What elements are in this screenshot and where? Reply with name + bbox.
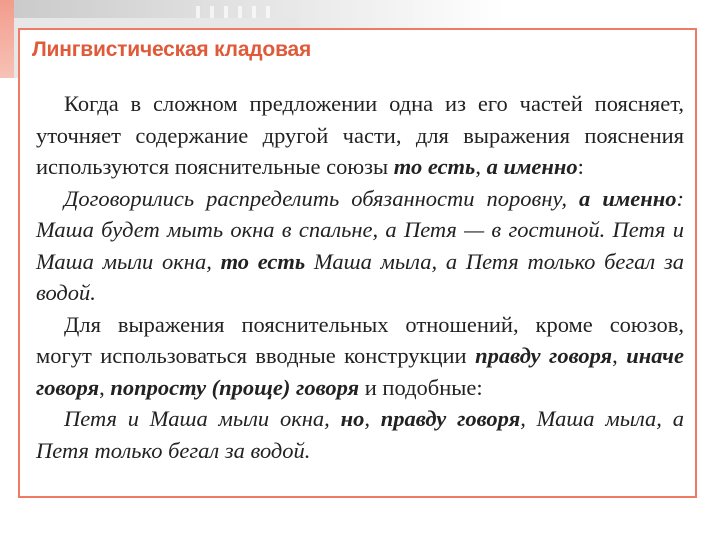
corner-accent [0, 0, 14, 78]
phrase-pravdu-govorya: правду говоря [380, 406, 521, 431]
text: Петя и Маша мыли окна, [64, 406, 341, 431]
text: Для выражения пояснительных отношений, кроме союзов, могут использоваться вводные конструкции [36, 311, 684, 368]
text: , Маша мыла, а Петя только бегал за водой. [36, 406, 684, 463]
text: , [99, 374, 111, 400]
content-card [18, 28, 697, 498]
example-paragraph-2 [36, 403, 684, 466]
conjunction-no: но [340, 406, 365, 431]
phrase-pravdu-govorya: правду говоря [475, 343, 613, 368]
conjunction-to-est: то есть [393, 154, 476, 179]
conjunction-a-imenno: а именно [579, 185, 677, 211]
text: Когда в сложном предложении одна из его частей поясняет, уточняет содержание другой части, для выражения пояснения используются пояснительные союзы [36, 91, 684, 179]
phrase-poprostu-govorya: попросту (проще) говоря [110, 374, 360, 400]
rule-paragraph [36, 88, 684, 183]
text: , [364, 406, 381, 431]
card-title: Лингвистическая кладовая [32, 38, 312, 61]
text: Маша мыла, а Петя только бегал за водой. [36, 248, 684, 305]
text: и подобные: [359, 374, 483, 400]
rule-paragraph-2 [36, 309, 684, 404]
conjunction-to-est: то есть [220, 248, 306, 274]
text: : Маша будет мыть окна в спальне, а Петя — в гостиной. Петя и Маша мыли окна, [36, 185, 684, 274]
conjunction-a-imenno: а именно [486, 154, 578, 179]
double-chevron-icon: » [706, 8, 714, 22]
text: , [475, 154, 487, 179]
text: , [612, 343, 627, 368]
example-paragraph-1 [36, 183, 684, 309]
card-body [36, 88, 684, 466]
text: : [577, 154, 584, 179]
phrase-inache-govorya: иначе говоря [36, 343, 684, 400]
text: Договорились распределить обязанности поровну, [64, 185, 580, 211]
